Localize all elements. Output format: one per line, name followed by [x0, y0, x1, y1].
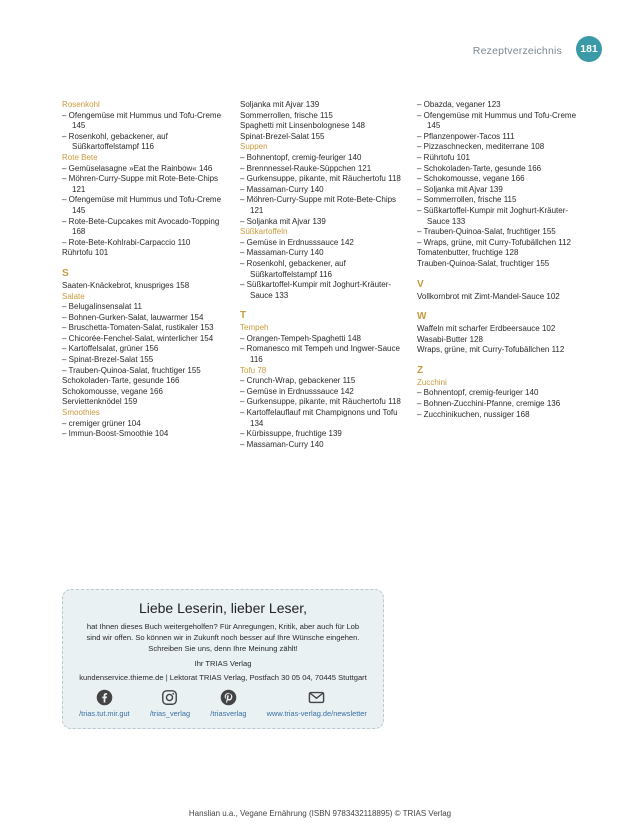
feedback-line: Schreiben Sie uns, denn Ihre Meinung zählt!: [148, 643, 298, 653]
index-subentry: – Rührtofu 101: [417, 153, 587, 164]
index-subentry: – Trauben-Quinoa-Salat, fruchtiger 155: [62, 366, 224, 377]
page-footer: Hanslian u.a., Vegane Ernährung (ISBN 9783432118895) © TRIAS Verlag: [188, 809, 452, 818]
index-entry: Waffeln mit scharfer Erdbeersauce 102: [417, 324, 556, 334]
index-entry: Serviettenknödel 159: [62, 397, 138, 407]
feedback-contact[interactable]: kundenservice.thieme.de | Lektorat TRIAS Verlag, Postfach 30 05 04, 70445 Stuttgart: [79, 673, 367, 683]
pinterest-icon: [220, 689, 237, 706]
header-title: Rezeptverzeichnis: [472, 45, 562, 57]
index-subentry: – Orangen-Tempeh-Spaghetti 148: [240, 334, 405, 345]
index-subentry: – Gurkensuppe, pikante, mit Räuchertofu 118: [240, 397, 405, 408]
index-subentry: – Soljanka mit Ajvar 139: [240, 217, 405, 228]
index-subentry: – Massaman-Curry 140: [240, 185, 405, 196]
index-subentry: – Bohnen-Gurken-Salat, lauwarmer 154: [62, 313, 224, 324]
index-subentry: – Bruschetta-Tomaten-Salat, rustikaler 153: [62, 323, 224, 334]
index-subentry: – Kürbissuppe, fruchtige 139: [240, 429, 405, 440]
index-entry: Schokomousse, vegane 166: [62, 386, 163, 396]
index-subentry: – Bohnentopf, cremig-feuriger 140: [417, 388, 587, 399]
index-entry: Saaten-Knäckebrot, knuspriges 158: [62, 280, 190, 290]
social-facebook[interactable]: [79, 689, 130, 718]
index-subentry: – Chicorée-Fenchel-Salat, winterlicher 154: [62, 334, 224, 345]
index-letter-heading: S: [62, 267, 69, 279]
index-subentry: – Süßkartoffel-Kumpir mit Joghurt-Kräuter-Sauce 133: [417, 206, 587, 227]
index-subentry: – Gemüselasagne »Eat the Rainbow« 146: [62, 164, 224, 175]
index-subentry: – Massaman-Curry 140: [240, 248, 405, 259]
feedback-text: [63, 622, 383, 654]
index-entry: Spaghetti mit Linsenbolognese 148: [240, 121, 365, 131]
index-subentry: – Gurkensuppe, pikante, mit Räuchertofu 118: [240, 174, 405, 185]
index-subentry: – Brennnessel-Rauke-Süppchen 121: [240, 164, 405, 175]
index-subentry: – Zucchinikuchen, nussiger 168: [417, 410, 587, 421]
index-entry: Spinat-Brezel-Salat 155: [240, 131, 325, 141]
index-letter-heading: W: [417, 311, 427, 323]
index-category: Rote Bete: [62, 152, 98, 162]
index-subentry: – Obazda, veganer 123: [417, 100, 587, 111]
facebook-icon: [96, 689, 113, 706]
social-links: [63, 689, 383, 718]
index-entry: Wraps, grüne, mit Curry-Tofubällchen 112: [417, 345, 565, 355]
index-entry: Tomatenbutter, fruchtige 128: [417, 248, 519, 258]
instagram-icon: [161, 689, 178, 706]
index-subentry: – Pflanzenpower-Tacos 111: [417, 132, 587, 143]
index-subentry: – Trauben-Quinoa-Salat, fruchtiger 155: [417, 227, 587, 238]
index-subentry: – Rosenkohl, gebackener, auf Süßkartoffelstampf 116: [62, 132, 224, 153]
index-subentry: – Kartoffelsalat, grüner 156: [62, 344, 224, 355]
index-entry: Sommerrollen, frische 115: [240, 110, 333, 120]
index-entry: Vollkornbrot mit Zimt-Mandel-Sauce 102: [417, 291, 560, 301]
index-subentry: – Ofengemüse mit Hummus und Tofu-Creme 145: [62, 195, 224, 216]
index-subentry: – Möhren-Curry-Suppe mit Rote-Bete-Chips 121: [240, 195, 405, 216]
index-subentry: – Bohnentopf, cremig-feuriger 140: [240, 153, 405, 164]
index-category: Rosenkohl: [62, 100, 100, 109]
index-subentry: – Belugalinsensalat 11: [62, 302, 224, 313]
index-entry: Trauben-Quinoa-Salat, fruchtiger 155: [417, 258, 550, 268]
feedback-line: sind wir offen. So können wir in Zukunft noch besser auf Ihre Wünsche eingehen.: [86, 632, 360, 642]
feedback-line: hat Ihnen dieses Buch weitergeholfen? Für Anregungen, Kritik, aber auch für Lob: [86, 622, 360, 631]
index-subentry: – Pizzaschnecken, mediterrane 108: [417, 142, 587, 153]
index-subentry: – Wraps, grüne, mit Curry-Tofubällchen 112: [417, 238, 587, 249]
index-column-1: [62, 100, 224, 440]
index-subentry: – Bohnen-Zucchini-Pfanne, cremige 136: [417, 399, 587, 410]
index-letter-heading: T: [240, 310, 247, 322]
index-subentry: – cremiger grüner 104: [62, 419, 224, 430]
mail-icon: [308, 689, 325, 706]
index-entry: Schokoladen-Tarte, gesunde 166: [62, 376, 180, 386]
index-category: Tofu 78: [240, 365, 267, 375]
index-subentry: – Sommerrollen, frische 115: [417, 195, 587, 206]
index-subentry: – Kartoffelauflauf mit Champignons und Tofu 134: [240, 408, 405, 429]
index-subentry: – Ofengemüse mit Hummus und Tofu-Creme 145: [62, 111, 224, 132]
index-subentry: – Rosenkohl, gebackener, auf Süßkartoffelstampf 116: [240, 259, 405, 280]
index-category: Salate: [62, 291, 85, 301]
social-newsletter[interactable]: [267, 689, 367, 718]
index-subentry: – Spinat-Brezel-Salat 155: [62, 355, 224, 366]
index-letter-heading: Z: [417, 364, 424, 376]
social-label[interactable]: /trias_verlag: [149, 709, 191, 718]
index-subentry: – Süßkartoffel-Kumpir mit Joghurt-Kräuter-Sauce 133: [240, 280, 405, 301]
index-subentry: – Möhren-Curry-Suppe mit Rote-Bete-Chips 121: [62, 174, 224, 195]
index-category: Zucchini: [417, 377, 447, 387]
index-category: Smoothies: [62, 408, 100, 418]
social-instagram[interactable]: [150, 689, 190, 718]
index-category: Tempeh: [240, 323, 269, 333]
index-subentry: – Rote-Bete-Cupcakes mit Avocado-Topping 168: [62, 217, 224, 238]
reader-feedback-box: [62, 589, 384, 729]
social-pinterest[interactable]: [210, 689, 246, 718]
index-subentry: – Gemüse in Erdnusssauce 142: [240, 387, 405, 398]
index-column-2: [240, 100, 405, 450]
index-subentry: – Romanesco mit Tempeh und Ingwer-Sauce 116: [240, 344, 405, 365]
index-subentry: – Ofengemüse mit Hummus und Tofu-Creme 145: [417, 111, 587, 132]
index-subentry: – Soljanka mit Ajvar 139: [417, 185, 587, 196]
social-label[interactable]: www.trias-verlag.de/newsletter: [266, 709, 367, 718]
index-category: Süßkartoffeln: [240, 227, 288, 237]
social-label[interactable]: /trias.tut.mir.gut: [79, 709, 130, 718]
index-subentry: – Schokomousse, vegane 166: [417, 174, 587, 185]
index-entry: Soljanka mit Ajvar 139: [240, 100, 320, 109]
index-letter-heading: V: [417, 278, 424, 290]
index-subentry: – Immun-Boost-Smoothie 104: [62, 429, 224, 440]
feedback-title: Liebe Leserin, lieber Leser,: [138, 600, 308, 616]
index-subentry: – Schokoladen-Tarte, gesunde 166: [417, 164, 587, 175]
index-column-3: [417, 100, 587, 420]
index-entry: Wasabi-Butter 128: [417, 334, 483, 344]
index-subentry: – Crunch-Wrap, gebackener 115: [240, 376, 405, 387]
feedback-signature: Ihr TRIAS Verlag: [194, 659, 252, 669]
index-subentry: – Rote-Bete-Kohlrabi-Carpaccio 110: [62, 238, 224, 249]
index-entry: Rührtofu 101: [62, 248, 109, 258]
social-label[interactable]: /triasverlag: [210, 709, 247, 718]
index-category: Suppen: [240, 142, 268, 152]
index-subentry: – Massaman-Curry 140: [240, 440, 405, 451]
page-number-badge: 181: [576, 36, 602, 62]
index-subentry: – Gemüse in Erdnusssauce 142: [240, 238, 405, 249]
